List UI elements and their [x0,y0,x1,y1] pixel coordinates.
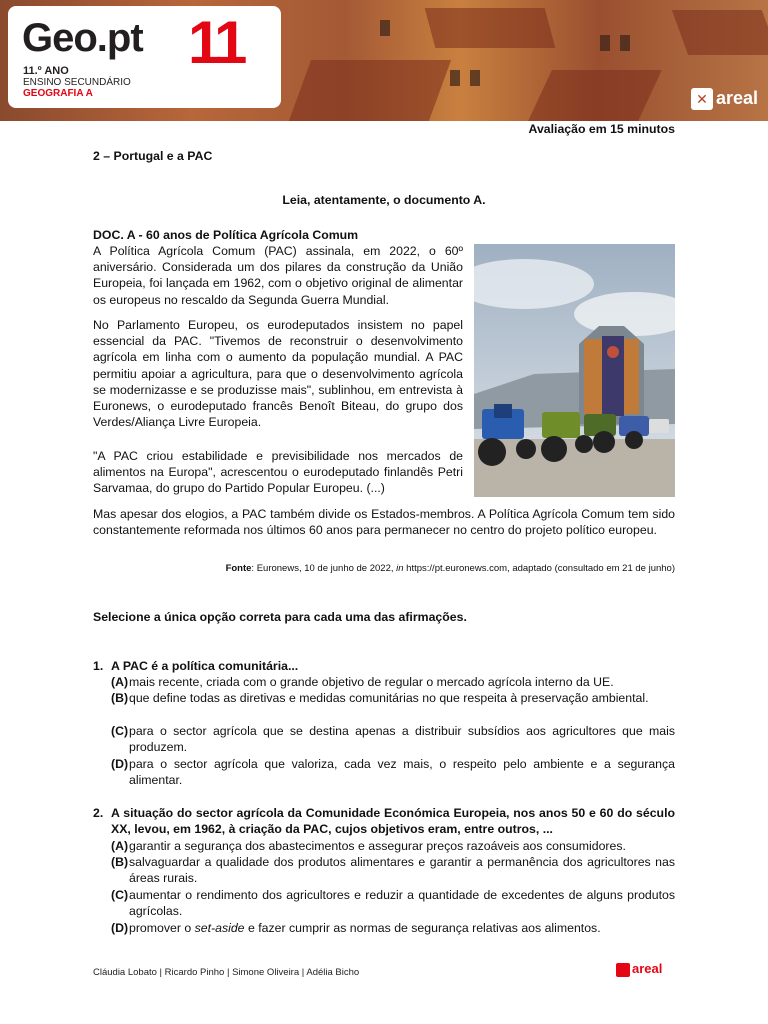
source-label: Fonte [225,563,252,574]
question-2-number: 2. [93,806,104,820]
question-1-number: 1. [93,659,104,673]
question-2-option-d[interactable] [111,920,675,936]
banner-window [380,20,390,36]
question-2-option-b[interactable] [111,854,675,886]
footer-publisher-name: areal [632,961,663,976]
brand-logo: Geo.pt [22,16,143,60]
brand-logo-card [8,6,281,108]
brand-subtitle [23,66,131,99]
banner-roof-shape [672,10,768,55]
doc-photo-tractors-parliament [474,244,675,497]
option-text: que define todas as diretivas e medidas comunitárias no que respeita à preservação ambiental. [129,691,649,705]
option-text-emphasis: set-aside [194,921,245,935]
doc-paragraph-4: Mas apesar dos elogios, a PAC também divide os Estados-membros. A Política Agrícola Comum tem sido constantemente reformada nos últimos 60 anos para permanecer no centro do projeto político europeu. [93,507,675,538]
brand-number: 11 [188,9,244,76]
question-2-stem: A situação do sector agrícola da Comunidade Económica Europeia, nos anos 50 e 60 do século XX, levou, em 1962, à criação da PAC, cujos objetivos eram, entre outros, ... [111,806,675,837]
option-label: (C) [111,724,129,738]
select-instruction: Selecione a única opção correta para cada uma das afirmações. [93,610,467,624]
option-label: (D) [111,757,129,771]
option-text: mais recente, criada com o grande objetivo de regular o mercado agrícola interno da UE. [129,675,614,689]
question-1-stem: A PAC é a política comunitária... [111,659,299,673]
year-label: 11.º ANO [23,65,69,77]
question-1-option-c[interactable] [111,723,675,755]
source-in: in [396,563,404,574]
doc-paragraph-2: No Parlamento Europeu, os eurodeputados insistem no papel essencial da PAC. "Tivemos de reconstruir o desenvolvimento agrícola em linha com o aumento da população mundial. A PAC permitiu apoiar a agricultura, para que o desenvolvimento agrícola se modernizasse e se produzisse mais", sublinhou, em entrevista à Euronews, o eurodeputado francês Benoît Biteau, do grupo dos Verdes/Aliança Livre Europeia. [93,318,463,430]
time-note: Avaliação em 15 minutos [528,122,675,136]
subject-label: GEOGRAFIA A [23,88,93,99]
option-label: (A) [111,839,129,853]
option-label: (B) [111,691,129,705]
level-label: ENSINO SECUNDÁRIO [23,77,131,88]
section-title: 2 – Portugal e a PAC [93,149,213,163]
option-label: (D) [111,921,129,935]
banner-roof-shape [425,8,556,48]
option-text: para o sector agrícola que valoriza, cada vez mais, o respeito pelo ambiente e a segurança alimentar. [129,757,675,788]
publisher-name: areal [715,88,758,108]
header-banner [0,0,768,121]
option-text: salvaguardar a qualidade dos produtos alimentares e garantir a permanência dos agricultores nas áreas rurais. [129,855,675,886]
source-text-post: https://pt.euronews.com, adaptado (consultado em 21 de junho) [403,563,675,574]
question-1-option-a[interactable] [111,674,675,690]
option-text: para o sector agrícola que se destina apenas a distribuir subsídios aos agricultores que mais produzem. [129,724,675,755]
option-text [111,920,675,936]
question-1-option-d[interactable] [111,756,675,788]
footer-publisher-logo [616,961,662,977]
doc-title: DOC. A - 60 anos de Política Agrícola Comum [93,228,359,242]
question-2-option-c[interactable] [111,887,675,919]
banner-window [600,35,610,51]
doc-source [226,563,675,574]
banner-window [450,70,460,86]
doc-paragraph-3: "A PAC criou estabilidade e previsibilidade nos mercados de alimentos na Europa", acrescentou o eurodeputado finlandês Petri Sarvamaa, do grupo do Partido Popular Europeu. (...) [93,449,463,496]
option-label: (B) [111,855,129,869]
option-text: garantir a segurança dos abastecimentos e assegurar preços razoáveis aos consumidores. [129,839,626,853]
banner-roof-shape [289,60,451,121]
photo-illustration [474,244,675,497]
source-text-pre: : Euronews, 10 de junho de 2022, [251,563,397,574]
option-text-post: e fazer cumprir as normas de segurança relativas aos alimentos. [244,921,601,935]
footer-authors: Cláudia Lobato | Ricardo Pinho | Simone Oliveira | Adélia Bicho [93,967,360,978]
banner-window [620,35,630,51]
option-label: (A) [111,675,129,689]
option-text-pre: promover o [129,921,195,935]
publisher-logo [691,88,758,110]
option-text: aumentar o rendimento dos agricultores e reduzir a quantidade de excedentes de alguns produtos agrícolas. [129,888,675,919]
option-label: (C) [111,888,129,902]
areal-logo-icon [616,963,630,977]
banner-window [470,70,480,86]
doc-paragraph-1: A Política Agrícola Comum (PAC) assinala, em 2022, o 60º aniversário. Considerada um dos pilares da construção da União Europeia, foi lançada em 1962, com o objetivo original de alimentar os europeus no rescaldo da Segunda Guerra Mundial. [93,244,463,307]
banner-roof-shape [528,70,662,121]
areal-logo-icon: ✕ [691,88,713,110]
question-2-option-a[interactable] [111,838,675,854]
question-1-option-b[interactable] [111,690,675,706]
instruction: Leia, atentamente, o documento A. [282,193,486,207]
